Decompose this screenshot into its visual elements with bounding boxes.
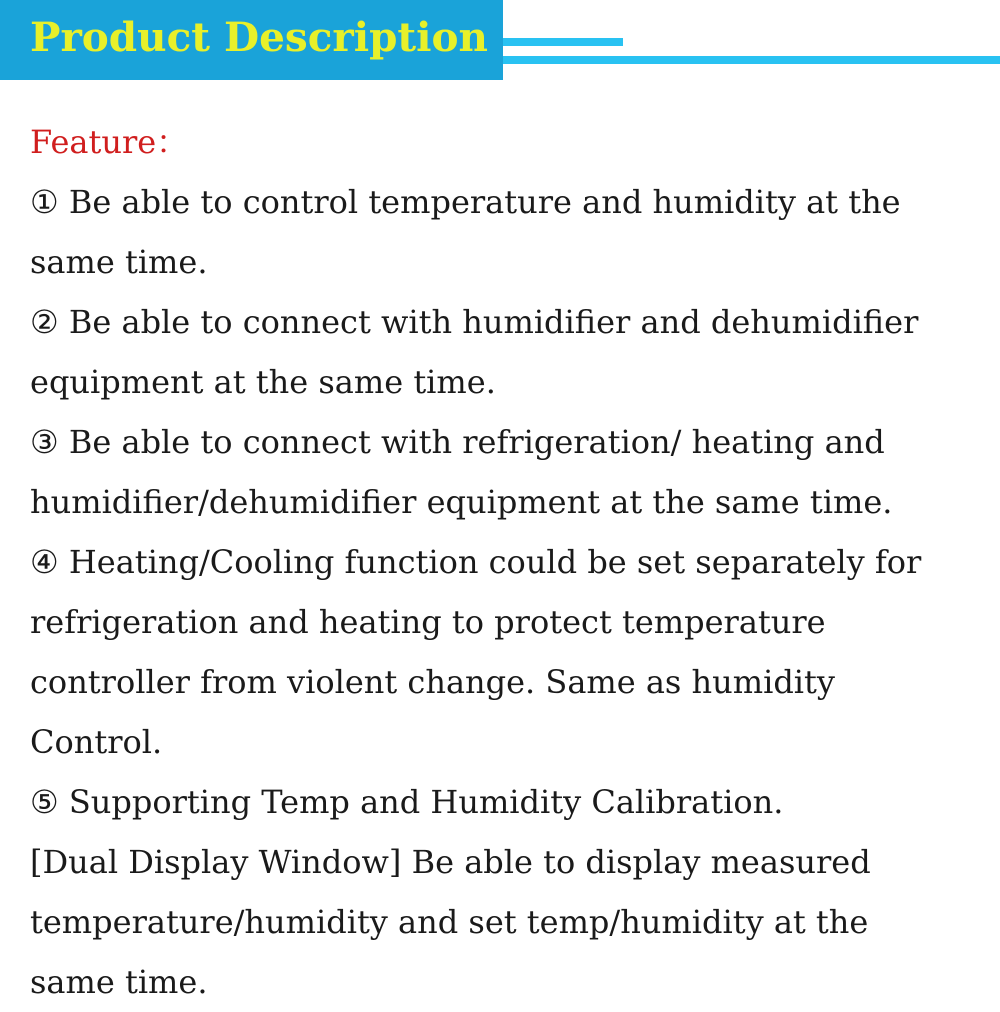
text-line: controller from violent change. Same as humidity — [30, 663, 835, 701]
text-line: refrigeration and heating to protect temperature — [30, 603, 826, 641]
text-line: same time. — [30, 243, 208, 281]
decorative-line-long — [503, 56, 1000, 64]
text-line: ① Be able to control temperature and humidity at the — [30, 183, 901, 221]
text-line: [Dual Display Window] Be able to display measured — [30, 843, 871, 881]
page-title: Product Description — [30, 13, 488, 61]
text-line: temperature/humidity and set temp/humidity at the — [30, 903, 869, 941]
feature-heading: Feature： — [30, 123, 189, 161]
text-line: same time. — [30, 963, 208, 1001]
text-line: ④ Heating/Cooling function could be set separately for — [30, 543, 922, 581]
text-line: ③ Be able to connect with refrigeration/ heating and — [30, 423, 885, 461]
text-line: ② Be able to connect with humidifier and dehumidifier — [30, 303, 919, 341]
text-line: humidifier/dehumidifier equipment at the same time. — [30, 483, 893, 521]
text-line: Control. — [30, 723, 163, 761]
description-content — [30, 112, 980, 1012]
decorative-line-short — [503, 38, 623, 46]
header-banner — [0, 0, 503, 80]
text-line: equipment at the same time. — [30, 363, 496, 401]
text-line: ⑤ Supporting Temp and Humidity Calibration. — [30, 783, 784, 821]
